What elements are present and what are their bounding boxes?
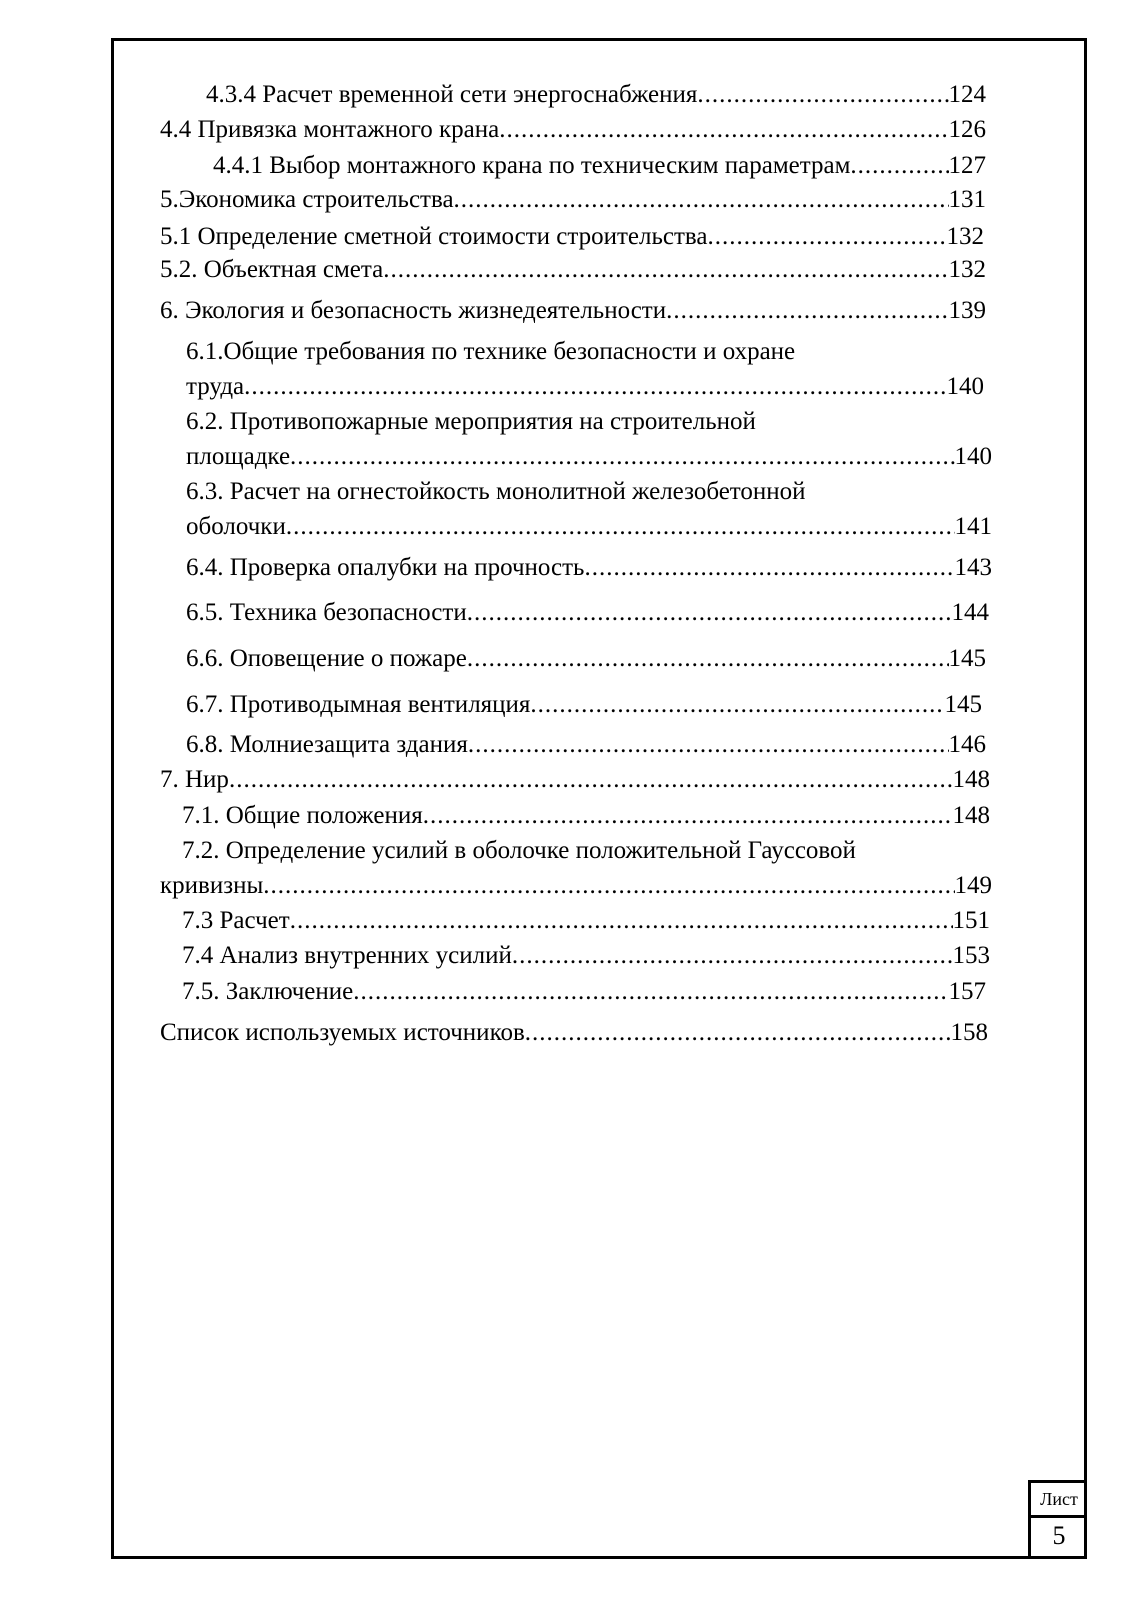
toc-page-number: 126 — [948, 116, 986, 143]
toc-page-number: 144 — [951, 599, 989, 626]
toc-dot-leader — [708, 222, 947, 252]
toc-page-number: 124 — [948, 81, 986, 108]
toc-entry-title: 6.7. Противодымная вентиляция — [186, 691, 531, 718]
toc-entry-title: 6.6. Оповещение о пожаре — [186, 645, 467, 672]
toc-entry[interactable] — [160, 765, 990, 795]
toc-entry-title: 5.1 Определение сметной стоимости строительства — [160, 223, 708, 250]
toc-dot-leader — [584, 553, 954, 583]
toc-dot-leader — [530, 690, 944, 720]
toc-entry-title-line1: 7.2. Определение усилий в оболочке положительной Гауссовой — [182, 837, 856, 864]
toc-page-number: 149 — [954, 872, 992, 899]
toc-entry[interactable] — [160, 185, 986, 215]
toc-entry[interactable] — [186, 690, 982, 720]
toc-entry-title: площадке — [186, 443, 291, 470]
sheet-label: Лист — [1031, 1480, 1087, 1518]
sheet-stamp — [1028, 1480, 1087, 1559]
toc-dot-leader — [383, 255, 948, 285]
toc-entry-title: 7.3 Расчет — [182, 907, 290, 934]
toc-entry-title: 4.4 Привязка монтажного крана — [160, 116, 500, 143]
toc-page-number: 148 — [952, 802, 990, 829]
toc-dot-leader — [263, 871, 954, 901]
toc-page-number: 127 — [948, 152, 986, 179]
toc-page-number: 146 — [948, 731, 986, 758]
toc-entry-title: 7.5. Заключение — [182, 978, 354, 1005]
toc-page-number: 158 — [950, 1019, 988, 1046]
toc-entry-title: 4.3.4 Расчет временной сети энергоснабжения — [206, 81, 698, 108]
toc-page-number: 131 — [948, 186, 986, 213]
toc-entry[interactable] — [160, 296, 986, 326]
toc-entry-title-line1: 6.1.Общие требования по технике безопасности и охране — [186, 338, 796, 365]
toc-entry[interactable] — [186, 477, 992, 542]
toc-entry[interactable] — [182, 906, 990, 936]
toc-entry[interactable] — [186, 598, 989, 628]
toc-page-number: 132 — [948, 256, 986, 283]
toc-page-number: 145 — [944, 691, 982, 718]
toc-page-number: 141 — [954, 513, 992, 540]
toc-page-number: 157 — [948, 978, 986, 1005]
toc-dot-leader — [353, 977, 948, 1007]
toc-dot-leader — [229, 765, 953, 795]
toc-entry[interactable] — [160, 255, 986, 285]
toc-entry[interactable] — [186, 407, 992, 472]
toc-dot-leader — [467, 644, 949, 674]
toc-entry-title-line1: 6.3. Расчет на огнестойкость монолитной железобетонной — [186, 478, 806, 505]
toc-entry[interactable] — [160, 115, 986, 145]
toc-page-number: 151 — [952, 907, 990, 934]
toc-entry-title: 7.1. Общие положения — [182, 802, 423, 829]
toc-entry-title: 6.4. Проверка опалубки на прочность — [186, 554, 585, 581]
toc-entry-title: 6.8. Молниезащита здания — [186, 731, 468, 758]
toc-dot-leader — [286, 512, 955, 542]
toc-entry-title: 5.Экономика строительства — [160, 186, 454, 213]
toc-entry-title: труда — [186, 373, 245, 400]
toc-dot-leader — [454, 185, 949, 215]
toc-entry[interactable] — [186, 644, 986, 674]
toc-entry-title: оболочки — [186, 513, 286, 540]
toc-page-number: 139 — [948, 297, 986, 324]
toc-entry[interactable] — [186, 553, 992, 583]
toc-page-number: 140 — [946, 373, 984, 400]
toc-entry[interactable] — [186, 337, 984, 402]
toc-entry[interactable] — [213, 151, 986, 181]
toc-dot-leader — [512, 941, 953, 971]
toc-entry-title: кривизны — [160, 872, 264, 899]
toc-dot-leader — [290, 442, 954, 472]
toc-entry-title: 4.4.1 Выбор монтажного крана по техническим параметрам — [213, 152, 851, 179]
toc-entry-title: 6.5. Техника безопасности — [186, 599, 467, 626]
toc-page-number: 140 — [954, 443, 992, 470]
toc-dot-leader — [467, 598, 952, 628]
toc-entry-title: 7.4 Анализ внутренних усилий — [182, 942, 512, 969]
toc-dot-leader — [244, 372, 946, 402]
toc-dot-leader — [850, 151, 948, 181]
toc-entry[interactable] — [160, 1018, 988, 1048]
toc-entry-title-line1: 6.2. Противопожарные мероприятия на строительной — [186, 408, 756, 435]
toc-page-number: 143 — [954, 554, 992, 581]
toc-entry[interactable] — [160, 222, 984, 252]
toc-entry-title: 5.2. Объектная смета — [160, 256, 384, 283]
toc-dot-leader — [468, 730, 949, 760]
toc-entry[interactable] — [206, 80, 986, 110]
toc-entry[interactable] — [182, 977, 986, 1007]
toc-dot-leader — [525, 1018, 951, 1048]
toc-dot-leader — [290, 906, 953, 936]
toc-entry[interactable] — [186, 730, 986, 760]
toc-entry[interactable] — [160, 836, 992, 901]
toc-dot-leader — [499, 115, 948, 145]
toc-entry-title: 6. Экология и безопасность жизнедеятельности — [160, 297, 667, 324]
toc-entry-title: 7. Нир — [160, 766, 229, 793]
toc-page-number: 132 — [946, 223, 984, 250]
sheet-number: 5 — [1052, 1521, 1066, 1550]
toc-entry[interactable] — [182, 941, 990, 971]
toc-entry[interactable] — [182, 801, 990, 831]
toc-page-number: 148 — [952, 766, 990, 793]
toc-dot-leader — [697, 80, 948, 110]
toc-dot-leader — [423, 801, 953, 831]
toc-page-number: 153 — [952, 942, 990, 969]
toc-entry-title: Список используемых источников — [160, 1019, 525, 1046]
toc-page-number: 145 — [948, 645, 986, 672]
toc-dot-leader — [666, 296, 948, 326]
